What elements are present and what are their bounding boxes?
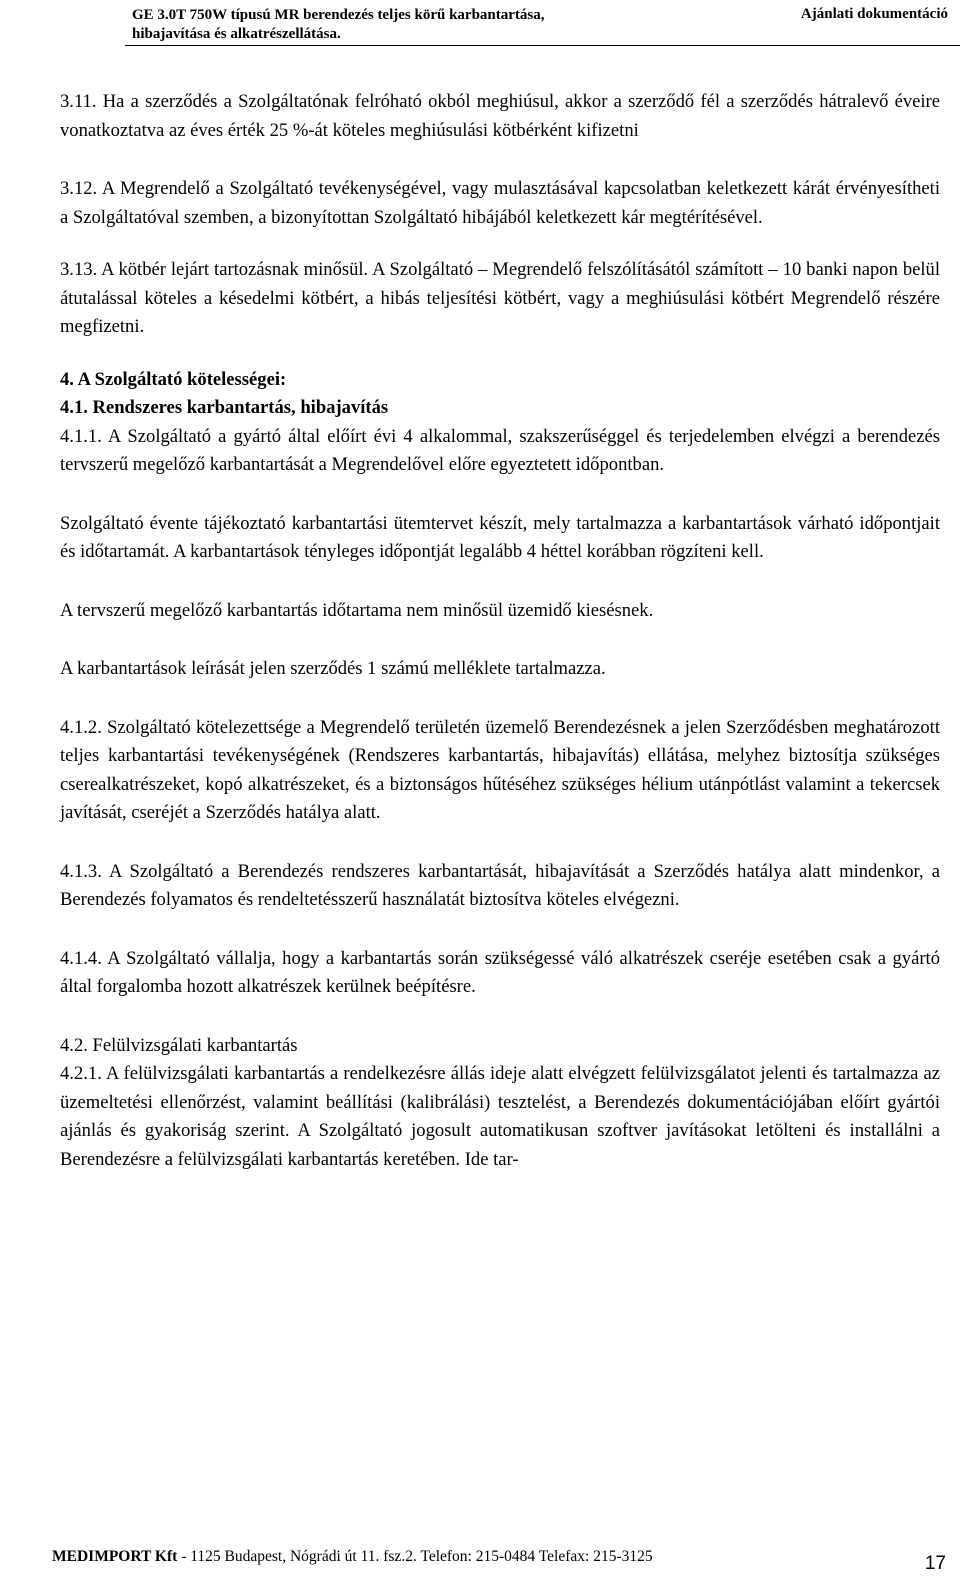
footer-phone: Telefon: 215-0484 (420, 1548, 536, 1565)
paragraph-3-13: 3.13. A kötbér lejárt tartozásnak minősül. A Szolgáltató – Megrendelő felszólításától számított – 10 banki napon belül átutalással köteles a késedelmi kötbért, a hibás teljesítési kötbért, vagy a meghiúsulási kötbért Megrendelő részére megfizetni. (60, 259, 940, 337)
header-title-line2: hibajavítása és alkatrészellátása. (132, 26, 341, 42)
paragraph-3-11: 3.11. Ha a szerződés a Szolgáltatónak felróható okból meghiúsul, akkor a szerződő fél a szerződés hátralevő éveire vonatkoztatva az éves érték 25 %-át köteles meghiúsulási kötbérként kifizetni (60, 91, 940, 141)
section-heading-4-2: 4.2. Felülvizsgálati karbantartás (60, 1034, 298, 1056)
page-header (0, 0, 960, 64)
paragraph-4-1-4: 4.1.4. A Szolgáltató vállalja, hogy a karbantartás során szükségessé váló alkatrészek cseréje esetében csak a gyártó által forgalomba hozott alkatrészek kerülnek beépítésre. (60, 947, 940, 997)
paragraph-annex: A karbantartások leírását jelen szerződés 1 számú melléklete tartalmazza. (60, 658, 606, 679)
page-number: 17 (924, 1553, 946, 1574)
header-doc-type: Ajánlati dokumentáció (800, 6, 948, 22)
section-heading-4-1: 4.1. Rendszeres karbantartás, hibajavítás (60, 397, 389, 418)
paragraph-3-12: 3.12. A Megrendelő a Szolgáltató tevékenységével, vagy mulasztásával kapcsolatban keletkezett kárát érvényesítheti a Szolgáltatóval szemben, a bizonyítottan Szolgáltató hibájából keletkezett kár megtérítésével. (60, 178, 940, 228)
paragraph-4-2-1: 4.2.1. A felülvizsgálati karbantartás a rendelkezésre állás ideje alatt elvégzett felülvizsgálatot jelenti és tartalmazza az üzemeltetési ellenőrzést, valamint beállítási (kalibrálási) tesztelést, a Berendezés dokumentációjában előírt gyártói ajánlás és gyakoriság szerint. A Szolgáltató jogosult automatikusan szoftver javításokat letölteni és installálni a Berendezésre a felülvizsgálati karbantartás keretében. Ide tar- (60, 1063, 940, 1170)
document-body (60, 88, 940, 1174)
paragraph-4-1-2: 4.1.2. Szolgáltató kötelezettsége a Megrendelő területén üzemelő Berendezésnek a jelen Szerződésben meghatározott teljes karbantartási tevékenységének (Rendszeres karbantartás, hibajavítás) ellátása, melyhez biztosítja szükséges cserealkatrészeket, kopó alkatrészeket, és a biztonságos hűtéséhez szükséges hélium utánpótlást valamint a tekercsek javítását, cseréjét a Szerződés hatálya alatt. (60, 716, 940, 823)
paragraph-downtime: A tervszerű megelőző karbantartás időtartama nem minősül üzemidő kiesésnek. (60, 599, 654, 621)
paragraph-4-1-3: 4.1.3. A Szolgáltató a Berendezés rendszeres karbantartását, hibajavítását a Szerződés hatálya alatt mindenkor, a Berendezés folyamatos és rendeltetésszerű használatát biztosítva köteles elvégezni. (60, 860, 940, 910)
footer-fax: Telefax: 215-3125 (538, 1548, 653, 1565)
paragraph-schedule: Szolgáltató évente tájékoztató karbantartási ütemtervet készít, mely tartalmazza a karbantartások várható időpontjait és időtartamát. A karbantartások tényleges időpontját legalább 4 héttel korábban rögzíteni kell. (60, 512, 940, 562)
paragraph-4-1-1: 4.1.1. A Szolgáltató a gyártó által előírt évi 4 alkalommal, szakszerűséggel és terjedelemben elvégzi a berendezés tervszerű megelőző karbantartását a Megrendelővel előre egyeztetett időpontban. (60, 425, 940, 475)
footer-separator: - (181, 1548, 187, 1565)
header-title-line1: GE 3.0T 750W típusú MR berendezés teljes körű karbantartása, (132, 7, 545, 23)
page-footer (52, 1548, 653, 1566)
header-divider (125, 45, 960, 46)
header-title (132, 6, 545, 44)
footer-company: MEDIMPORT Kft (52, 1548, 178, 1565)
section-heading-4: 4. A Szolgáltató kötelességei: (60, 368, 287, 390)
footer-address: 1125 Budapest, Nógrádi út 11. fsz.2. (190, 1548, 417, 1565)
